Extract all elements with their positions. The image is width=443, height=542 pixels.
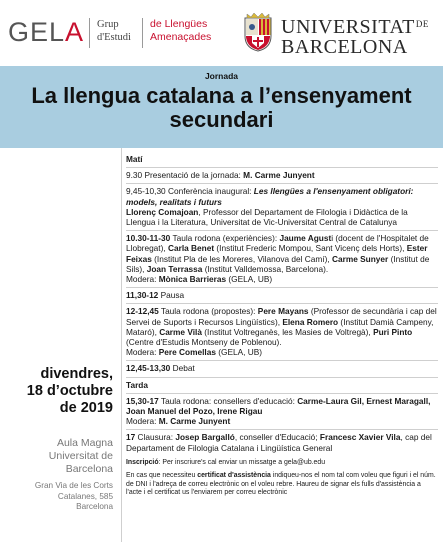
item-text: Conferència inaugural: — [165, 186, 254, 197]
item-person: Carla Benet — [167, 243, 215, 254]
item-time: 9,45-10,30 — [126, 186, 166, 197]
item-time: 10.30-11-30 — [126, 233, 171, 244]
llengues-amenacades-text — [150, 18, 211, 44]
moderator-label: Modera: — [126, 416, 159, 427]
moderator-name: M. Carme Junyent — [158, 416, 231, 427]
section-tarda — [126, 378, 438, 394]
item-text: Taula rodona (experiències): — [170, 233, 280, 244]
item-time: 12,45-13,30 — [126, 363, 171, 374]
event-info-column — [0, 148, 121, 542]
item-affiliation: (Professor de secundària i cap del Servei de Suports i Recursos Lingüístics), — [126, 306, 437, 327]
program-item — [126, 184, 438, 231]
item-person: Joan Terrassa — [146, 263, 203, 274]
moderator-name: Mònica Barrieras — [158, 274, 227, 285]
item-affiliation: , Professor del Departament de Filologia i Didàctica de la Llengua i la Literatura, Universitat de Vic-Universitat Central de Catalunya — [126, 206, 408, 228]
item-affiliation: (Institut Pla de les Moreres, Vilanova del Camí), — [151, 253, 332, 264]
section-mati — [126, 152, 438, 168]
column-divider — [121, 148, 122, 542]
logo-divider-2 — [142, 18, 143, 48]
ub-line-2: BARCELONA — [281, 36, 408, 58]
gela-logo — [8, 19, 84, 46]
registration-text: : Per inscriure's cal enviar un missatge a gela@ub.edu — [158, 458, 326, 466]
item-text: Clausura: — [135, 432, 176, 443]
program-column — [126, 152, 438, 498]
grup-line-2: d'Estudi — [97, 32, 131, 43]
item-time: 17 — [126, 432, 136, 443]
date-line-1: divendres, — [40, 366, 113, 382]
program-item — [126, 394, 438, 431]
item-people: Carme-Laura Gil, Ernest Maragall, Joan Manuel del Pozo, Irene Rigau — [126, 395, 431, 417]
moderator-name: Pere Comellas — [158, 347, 216, 358]
item-affiliation: (Institut Frederic Mompou, Sant Vicenç dels Horts), — [214, 243, 407, 254]
item-time: 11,30-12 — [126, 290, 159, 301]
venue-line-3: Barcelona — [65, 463, 113, 475]
item-affiliation: (Institut Valldemossa, Barcelona). — [202, 263, 329, 274]
item-affiliation: i (docent de l'Hospitalet de Llobregat), — [126, 233, 429, 254]
section-heading: Matí — [126, 154, 143, 164]
item-person: Pere Mayans — [257, 306, 309, 317]
certificate-label: certificat d'assistència — [197, 472, 271, 480]
address-line-3: Barcelona — [76, 502, 113, 511]
moderator-label: Modera: — [126, 347, 159, 358]
item-text: Taula rodona: consellers d'educació: — [158, 395, 298, 406]
llengues-line-2: Amenaçades — [150, 31, 212, 43]
item-text: Pausa — [158, 290, 185, 301]
title-band — [0, 66, 443, 148]
item-person: Josep Bargalló — [175, 432, 235, 443]
item-person: M. Carme Junyent — [243, 170, 315, 181]
ub-line-1: UNIVERSITAT — [281, 16, 415, 38]
item-person: Llorenç Comajoan — [126, 206, 199, 217]
certificate-text-a: En cas que necessiteu — [126, 472, 198, 480]
item-affiliation: , conseller d'Educació; — [234, 432, 320, 443]
moderator-label: Modera: — [126, 274, 159, 285]
event-address — [35, 481, 113, 513]
grup-estudi-text — [97, 18, 131, 44]
program-item — [126, 168, 438, 184]
item-time: 15,30-17 — [126, 395, 159, 406]
item-affiliation: (Institut Damià Campeny, Mataró), — [126, 316, 434, 337]
event-venue — [49, 437, 113, 476]
registration-note — [126, 459, 438, 467]
llengues-line-1: de Llengües — [150, 18, 208, 30]
program-item — [126, 288, 438, 304]
event-date — [27, 366, 113, 417]
item-affiliation: (Institut de Sils), — [126, 253, 430, 274]
item-person: Puri Pinto — [373, 326, 413, 337]
address-line-2: Catalanes, 585 — [57, 491, 113, 501]
item-person: Francesc Xavier Vila — [319, 432, 401, 443]
venue-line-2: Universitat de — [48, 450, 113, 462]
logo-divider — [89, 18, 90, 48]
page-title: La llengua catalana a l’ensenyament secundari — [31, 83, 412, 132]
item-person: Carme Vilà — [159, 326, 202, 337]
moderator-affiliation: (GELA, UB) — [226, 274, 273, 285]
gela-logo-accent: A — [65, 17, 85, 47]
universitat-barcelona-text — [281, 14, 429, 57]
item-text: Presentació de la jornada: — [142, 170, 244, 181]
item-title: Les llengües a l'ensenyament obligatori: models, realitats i futurs — [126, 186, 414, 207]
ub-line-1-suffix: DE — [415, 19, 429, 29]
program-item — [126, 231, 438, 288]
moderator-affiliation: (GELA, UB) — [215, 347, 263, 358]
grup-line-1: Grup — [97, 19, 119, 30]
item-text: Debat — [170, 363, 195, 374]
program-item — [126, 430, 438, 455]
item-person: Carme Sunyer — [332, 253, 389, 264]
address-line-1: Gran Via de les Corts — [34, 481, 113, 490]
section-heading: Tarda — [126, 379, 148, 390]
registration-label: Inscripció — [126, 458, 159, 466]
item-person: Ester Feixas — [126, 243, 428, 264]
date-line-2: 18 d’octubre — [26, 383, 113, 399]
item-affiliation: (Institut Voltreganès, les Masies de Voltregà), — [201, 326, 374, 337]
item-affiliation: , cap del Departament de Filologia Catalana i Lingüística General — [126, 432, 432, 453]
item-person: Jaume Agust — [279, 233, 332, 244]
item-text: Taula rodona (propostes): — [158, 306, 258, 317]
venue-line-1: Aula Magna — [56, 437, 113, 449]
certificate-text-c: indiqueu-nos el nom tal com voleu que figuri i el núm. de DNI i l'adreça de correu electrònic on el voleu rebre. Haureu de signar els fulls d'assistència a l'acte i el certificat us l'enviarem per correu electrònic — [126, 472, 436, 497]
event-kicker: Jornada — [204, 71, 239, 81]
program-item — [126, 304, 438, 361]
certificate-note — [126, 472, 438, 497]
item-time: 9.30 — [126, 170, 143, 181]
page-header — [0, 0, 443, 66]
date-line-3: de 2019 — [59, 400, 113, 416]
item-affiliation: (Centre d'Estudis Montseny de Poblenou). — [126, 337, 282, 348]
ub-crest-icon — [243, 12, 273, 52]
program-item — [126, 361, 438, 377]
gela-logo-prefix: GEL — [8, 17, 66, 47]
item-time: 12-12,45 — [126, 306, 159, 317]
item-person: Elena Romero — [282, 316, 339, 327]
